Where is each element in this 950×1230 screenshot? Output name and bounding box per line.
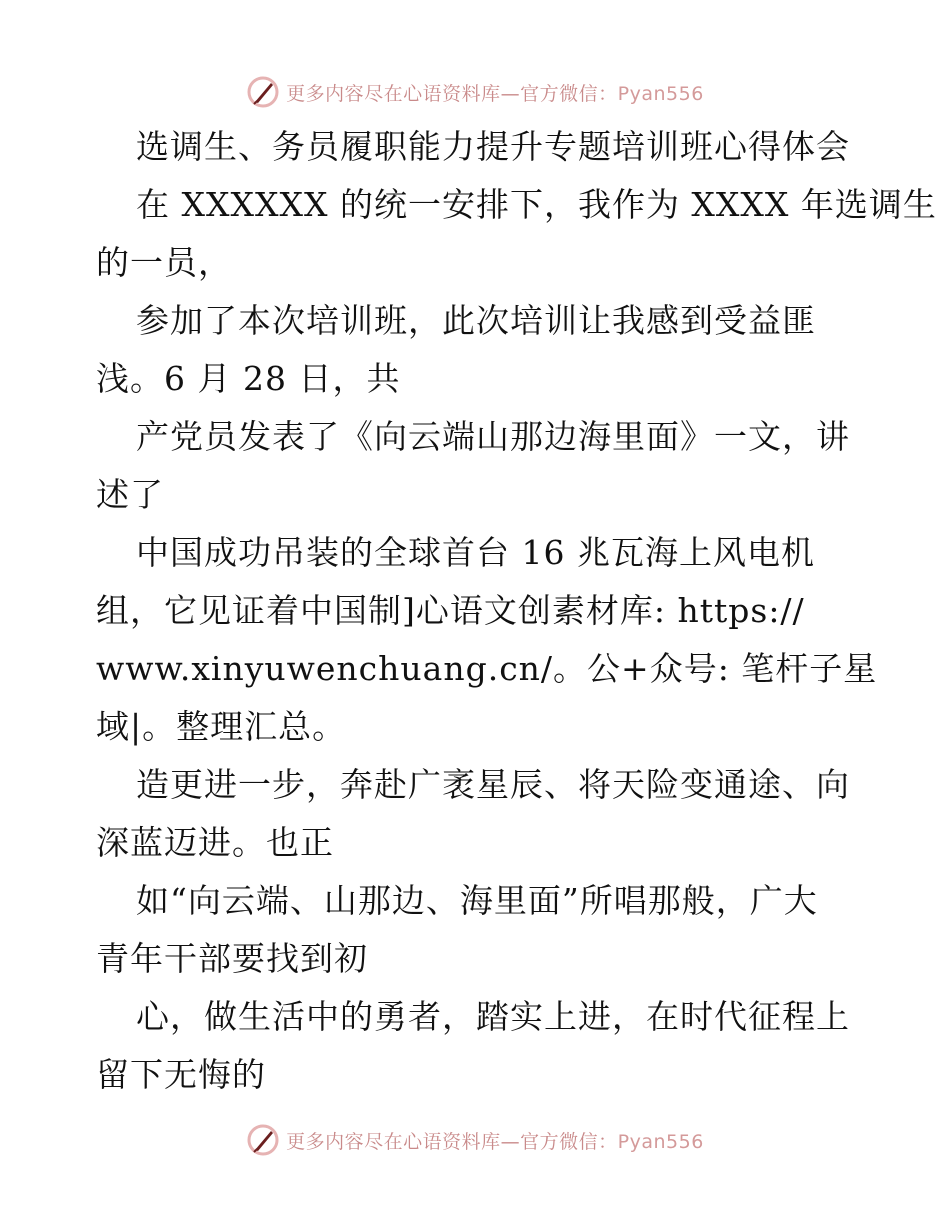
- header-watermark: [246, 75, 704, 109]
- page-header: [0, 72, 950, 112]
- text-line: www.xinyuwenchuang.cn/。公+众号: 笔杆子星: [96, 649, 878, 688]
- text-line: 述了: [96, 475, 164, 514]
- page-footer: [0, 1120, 950, 1160]
- text-line: 心，做生活中的勇者，踏实上进，在时代征程上: [136, 997, 850, 1036]
- text-line: 在 XXXXXX 的统一安排下，我作为 XXXX 年选调生: [136, 185, 937, 224]
- footer-watermark: [246, 1123, 704, 1157]
- quill-logo-icon: [246, 75, 280, 109]
- text-line: 选调生、务员履职能力提升专题培训班心得体会: [136, 127, 850, 166]
- document-body: [96, 124, 937, 1110]
- text-line: 组，它见证着中国制]心语文创素材库: https://: [96, 591, 805, 630]
- text-line: 域|。整理汇总。: [96, 707, 347, 746]
- text-line: 造更进一步，奔赴广袤星辰、将天险变通途、向: [136, 765, 850, 804]
- quill-logo-icon: [246, 1123, 280, 1157]
- text-line: 产党员发表了《向云端山那边海里面》一文，讲: [136, 417, 850, 456]
- text-line: 的一员，: [96, 243, 232, 282]
- text-line: 留下无悔的: [96, 1055, 266, 1094]
- text-line: 青年干部要找到初: [96, 939, 368, 978]
- watermark-text: 更多内容尽在心语资料库—官方微信：Pyan556: [286, 82, 704, 105]
- text-line: 中国成功吊装的全球首台 16 兆瓦海上风电机: [136, 533, 815, 572]
- text-line: 深蓝迈进。也正: [96, 823, 334, 862]
- text-line: 参加了本次培训班，此次培训让我感到受益匪: [136, 301, 816, 340]
- text-line: 浅。6 月 28 日，共: [96, 359, 401, 398]
- watermark-text: 更多内容尽在心语资料库—官方微信：Pyan556: [286, 1130, 704, 1153]
- text-line: 如“向云端、山那边、海里面”所唱那般，广大: [136, 881, 818, 920]
